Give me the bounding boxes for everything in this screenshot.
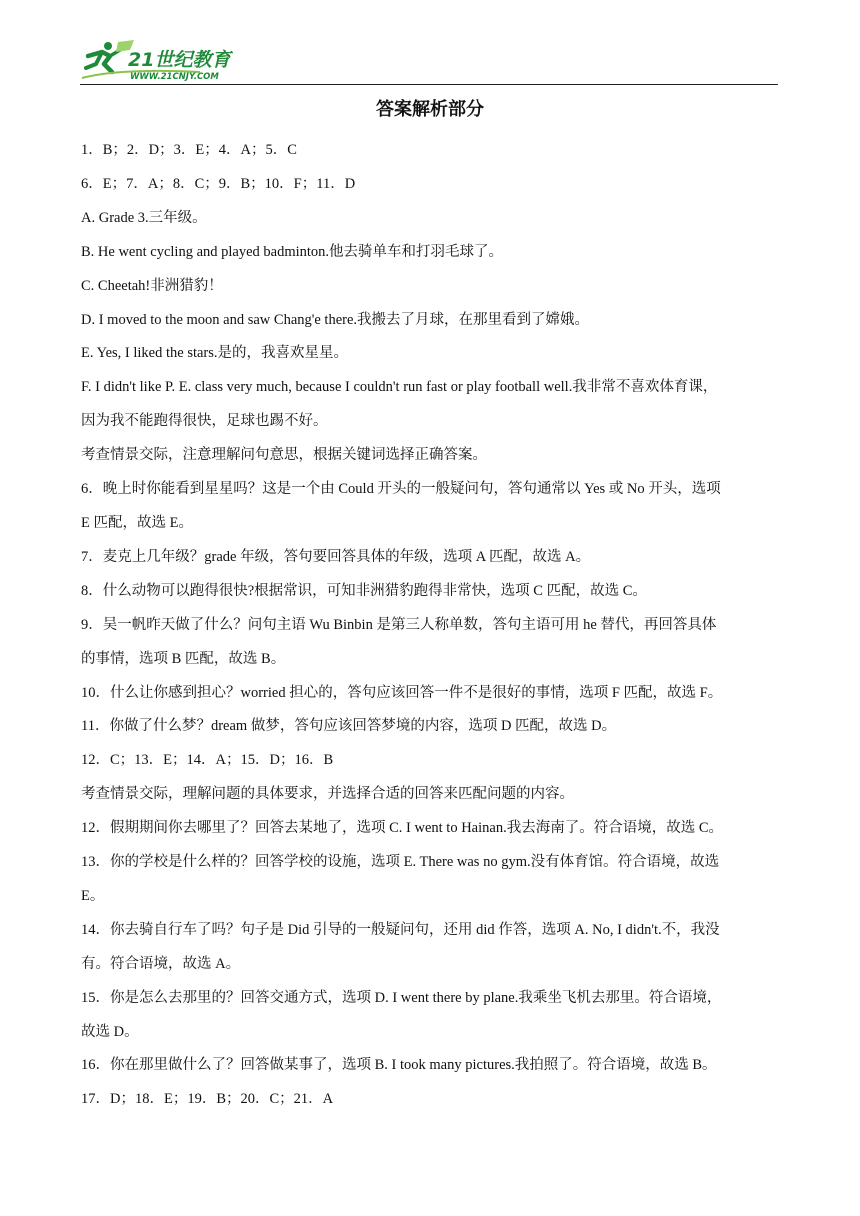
text-line: D. I moved to the moon and saw Chang'e there.我搬去了月球，在那里看到了嫦娥。: [81, 311, 590, 328]
text-line: 11．你做了什么梦？dream 做梦，答句应该回答梦境的内容，选项 D 匹配，故选 D。: [81, 718, 617, 735]
text-line: 考查情景交际，注意理解问句意思，根据关键词选择正确答案。: [81, 447, 487, 464]
text-line: 考查情景交际，理解问题的具体要求，并选择合适的回答来匹配问题的内容。: [81, 786, 574, 803]
text-line: 6．晚上时你能看到星星吗？这是一个由 Could 开头的一般疑问句，答句通常以 Yes 或 No 开头，选项: [81, 481, 721, 498]
text-line: 15．你是怎么去那里的？回答交通方式，选项 D. I went there by plane.我乘坐飞机去那里。符合语境，: [81, 989, 722, 1006]
text-line: 12．假期期间你去哪里了？回答去某地了，选项 C. I went to Hainan.我去海南了。符合语境，故选 C。: [81, 820, 724, 837]
text-line: C. Cheetah!非洲猎豹！: [81, 277, 223, 294]
text-line: 8．什么动物可以跑得很快?根据常识，可知非洲猎豹跑得非常快，选项 C 匹配，故选 C。: [81, 582, 647, 599]
text-line: 7．麦克上几年级？grade 年级，答句要回答具体的年级，选项 A 匹配，故选 A。: [81, 548, 591, 565]
text-line: E 匹配，故选 E。: [81, 514, 193, 531]
page-header: [80, 38, 778, 86]
text-line: 13．你的学校是什么样的？回答学校的设施，选项 E. There was no gym.没有体育馆。符合语境，故选: [81, 854, 720, 871]
text-line: 16．你在那里做什么了？回答做某事了，选项 B. I took many pictures.我拍照了。符合语境，故选 B。: [81, 1057, 717, 1074]
text-line: 有。符合语境，故选 A。: [81, 955, 241, 972]
text-line: 10．什么让你感到担心？worried 担心的，答句应该回答一件不是很好的事情，选项 F 匹配，故选 F。: [81, 684, 723, 701]
text-line: 6．E；7．A；8．C；9．B；10．F；11．D: [81, 175, 356, 192]
text-line: 的事情，选项 B 匹配，故选 B。: [81, 650, 286, 667]
text-line: E。: [81, 887, 105, 904]
text-line: 故选 D。: [81, 1023, 139, 1040]
answer-content: [81, 134, 779, 1117]
page-title: 答案解析部分: [376, 99, 484, 120]
text-line: B. He went cycling and played badminton.他去骑单车和打羽毛球了。: [81, 243, 504, 260]
text-line: F. I didn't like P. E. class very much, because I couldn't run fast or play football well.我非常不喜欢体育课，: [81, 379, 718, 396]
text-line: A. Grade 3.三年级。: [81, 209, 207, 226]
logo-text: 21世纪教育: [128, 49, 231, 71]
text-line: 因为我不能跑得很快，足球也踢不好。: [81, 413, 328, 430]
21cnjy-logo: [80, 38, 255, 82]
text-line: 12．C；13．E；14．A；15．D；16．B: [81, 752, 334, 769]
text-line: 9．吴一帆昨天做了什么？问句主语 Wu Binbin 是第三人称单数，答句主语可用 he 替代，再回答具体: [81, 616, 717, 633]
header-rule: [80, 84, 778, 85]
text-line: 17．D；18．E；19．B；20．C；21．A: [81, 1091, 334, 1108]
text-line: E. Yes, I liked the stars.是的，我喜欢星星。: [81, 345, 349, 362]
logo-url: WWW.21CNJY.COM: [130, 72, 219, 82]
text-line: 14．你去骑自行车了吗？句子是 Did 引导的一般疑问句，还用 did 作答，选项 A. No, I didn't.不，我没: [81, 921, 720, 938]
text-line: 1．B；2．D；3．E；4．A；5．C: [81, 142, 297, 158]
